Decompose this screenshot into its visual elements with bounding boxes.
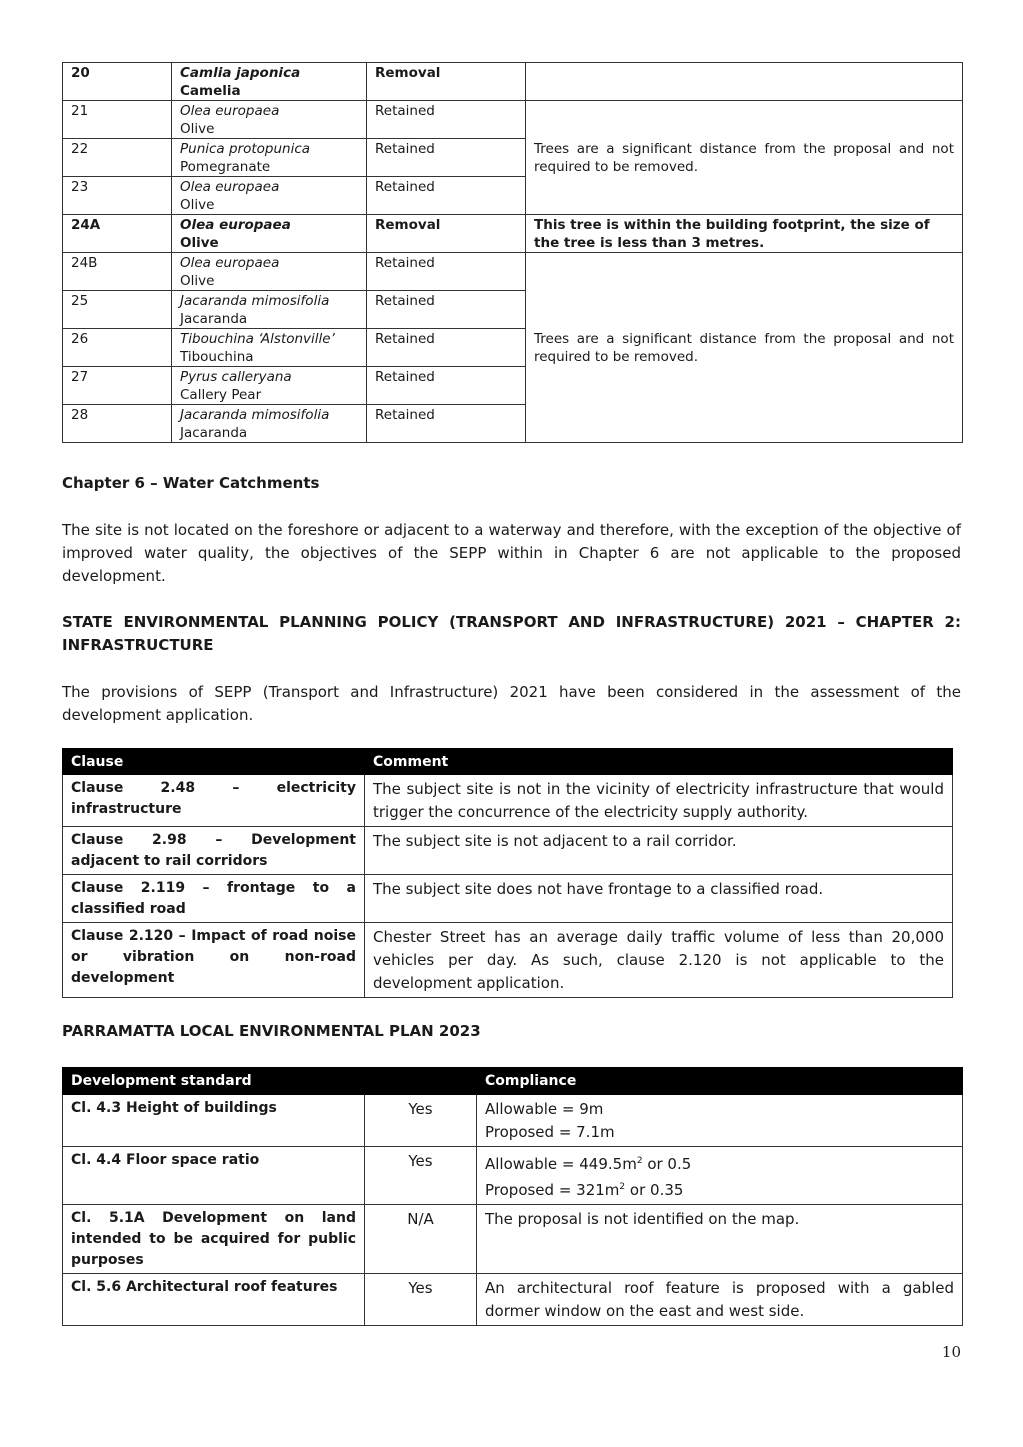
tree-species: Jacaranda mimosifolia Jacaranda	[172, 405, 367, 443]
compliance-cell: Allowable = $449.5m^2$ or 0.5 Proposed = $321m^2$ or 0.35	[477, 1147, 963, 1205]
clause-cell: Clause 2.98 – Development adjacent to rail corridors	[63, 827, 365, 875]
tree-species: Camlia japonica Camelia	[172, 63, 367, 101]
column-header: Compliance	[477, 1068, 963, 1095]
tree-table	[62, 62, 963, 443]
tree-comment: Trees are a significant distance from the proposal and not required to be removed.	[526, 101, 963, 215]
tree-number: 23	[63, 177, 172, 215]
tree-action: Retained	[367, 101, 526, 139]
standard-cell: Cl. 5.6 Architectural roof features	[63, 1274, 365, 1326]
tree-action: Retained	[367, 139, 526, 177]
tree-number: 22	[63, 139, 172, 177]
tree-species: Olea europaea Olive	[172, 215, 367, 253]
table-row	[63, 827, 953, 875]
standard-cell: Cl. 5.1A Development on land intended to be acquired for public purposes	[63, 1205, 365, 1274]
tree-number: 28	[63, 405, 172, 443]
tree-species: Olea europaea Olive	[172, 101, 367, 139]
complies-cell: Yes	[365, 1095, 477, 1147]
clause-cell: Clause 2.48 – electricity infrastructure	[63, 775, 365, 827]
table-row	[63, 63, 963, 101]
tree-species: Pyrus calleryana Callery Pear	[172, 367, 367, 405]
table-row	[63, 1095, 963, 1147]
table-row	[63, 1205, 963, 1274]
tree-species: Tibouchina ‘Alstonville’ Tibouchina	[172, 329, 367, 367]
lep-table	[62, 1067, 963, 1326]
column-header: Development standard	[63, 1068, 365, 1095]
tree-number: 26	[63, 329, 172, 367]
column-header: Comment	[365, 749, 953, 775]
lep-heading: PARRAMATTA LOCAL ENVIRONMENTAL PLAN 2023	[62, 1022, 481, 1040]
tree-number: 27	[63, 367, 172, 405]
clause-table	[62, 748, 953, 998]
tree-action: Removal	[367, 215, 526, 253]
comment-cell: The subject site is not adjacent to a rail corridor.	[365, 827, 953, 875]
chapter6-heading: Chapter 6 – Water Catchments	[62, 474, 320, 492]
standard-cell: Cl. 4.3 Height of buildings	[63, 1095, 365, 1147]
page-number: 10	[941, 1343, 961, 1361]
comment-cell: Chester Street has an average daily traffic volume of less than 20,000 vehicles per day. As such, clause 2.120 is not applicable to the development application.	[365, 923, 953, 998]
tree-action: Retained	[367, 329, 526, 367]
sepp-paragraph: The provisions of SEPP (Transport and Infrastructure) 2021 have been considered in the assessment of the development application.	[62, 683, 961, 724]
compliance-cell: Allowable = 9m Proposed = 7.1m	[477, 1095, 963, 1147]
complies-cell: Yes	[365, 1274, 477, 1326]
tree-number: 21	[63, 101, 172, 139]
table-row	[63, 101, 963, 139]
tree-action: Removal	[367, 63, 526, 101]
tree-action: Retained	[367, 253, 526, 291]
clause-cell: Clause 2.119 – frontage to a classified road	[63, 875, 365, 923]
table-row	[63, 1274, 963, 1326]
table-row	[63, 253, 963, 291]
tree-species: Olea europaea Olive	[172, 177, 367, 215]
chapter6-paragraph: The site is not located on the foreshore or adjacent to a waterway and therefore, with the exception of the objective of improved water quality, the objectives of the SEPP within in Chapter 6 are not applicable to the proposed development.	[62, 521, 961, 585]
table-row	[63, 1147, 963, 1205]
table-header-row	[63, 1068, 963, 1095]
tree-action: Retained	[367, 177, 526, 215]
table-row	[63, 215, 963, 253]
comment-cell: The subject site is not in the vicinity of electricity infrastructure that would trigger the concurrence of the electricity supply authority.	[365, 775, 953, 827]
column-header: Clause	[63, 749, 365, 775]
compliance-cell: An architectural roof feature is proposed with a gabled dormer window on the east and west side.	[477, 1274, 963, 1326]
tree-action: Retained	[367, 405, 526, 443]
tree-number: 24A	[63, 215, 172, 253]
tree-action: Retained	[367, 367, 526, 405]
complies-cell: Yes	[365, 1147, 477, 1205]
table-row	[63, 775, 953, 827]
tree-number: 20	[63, 63, 172, 101]
tree-species: Olea europaea Olive	[172, 253, 367, 291]
tree-action: Retained	[367, 291, 526, 329]
clause-cell: Clause 2.120 – Impact of road noise or vibration on non-road development	[63, 923, 365, 998]
tree-comment: Trees are a significant distance from the proposal and not required to be removed.	[526, 253, 963, 443]
sepp-heading: STATE ENVIRONMENTAL PLANNING POLICY (TRANSPORT AND INFRASTRUCTURE) 2021 – CHAPTER 2: INFRASTRUCTURE	[62, 613, 961, 654]
tree-species: Jacaranda mimosifolia Jacaranda	[172, 291, 367, 329]
comment-cell: The subject site does not have frontage to a classified road.	[365, 875, 953, 923]
tree-comment: This tree is within the building footprint, the size of the tree is less than 3 metres.	[526, 215, 963, 253]
tree-species: Punica protopunica Pomegranate	[172, 139, 367, 177]
tree-number: 24B	[63, 253, 172, 291]
complies-cell: N/A	[365, 1205, 477, 1274]
tree-comment	[526, 63, 963, 101]
compliance-cell: The proposal is not identified on the map.	[477, 1205, 963, 1274]
table-header-row	[63, 749, 953, 775]
table-row	[63, 875, 953, 923]
column-header	[365, 1068, 477, 1095]
table-row	[63, 923, 953, 998]
standard-cell: Cl. 4.4 Floor space ratio	[63, 1147, 365, 1205]
tree-number: 25	[63, 291, 172, 329]
